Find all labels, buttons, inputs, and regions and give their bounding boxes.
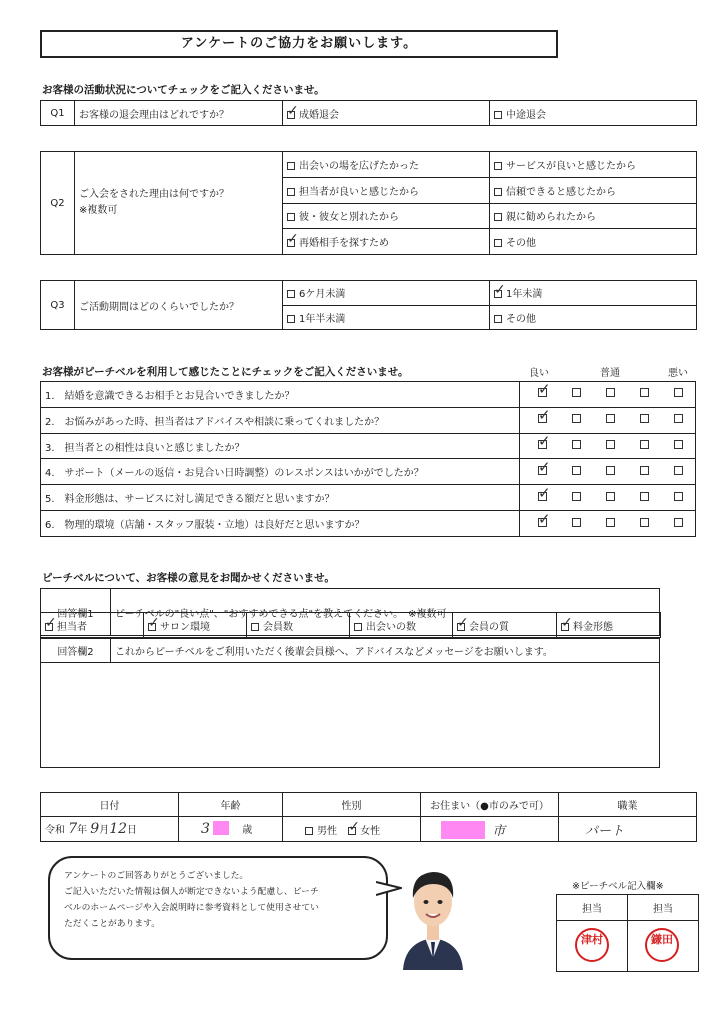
checkbox[interactable]: [287, 315, 295, 323]
section3-heading: ピーチベルについて、お客様の意見をお聞かせくださいませ。: [42, 572, 335, 584]
header-occupation: 職業: [559, 793, 697, 817]
hanko-stamp-2: 鎌田: [645, 928, 679, 962]
q2-option-2[interactable]: 担当者が良いと感じたから: [283, 177, 490, 203]
checkbox[interactable]: [148, 623, 156, 631]
rating-row-4[interactable]: [520, 485, 696, 511]
scale-label-good: 良い: [529, 368, 549, 379]
staff-col-label: 担当: [557, 895, 628, 921]
q2-question: ご入会をされた理由は何ですか？: [79, 189, 229, 200]
rating-option-2[interactable]: [572, 388, 581, 397]
q1-table: [40, 100, 697, 126]
checkbox[interactable]: [287, 239, 295, 247]
date-era: 令和: [45, 825, 65, 836]
rating-item-text: 4. サポート（メールの返信・お見合い日時調整）のレスポンスはいかがでしたか？: [41, 459, 520, 485]
rating-option-5[interactable]: [674, 414, 683, 423]
answer1-option-1[interactable]: ✓ サロン環境: [144, 613, 247, 638]
scale-label-bad: 悪い: [668, 368, 688, 379]
rating-item-text: 5. 料金形態は、サービスに対し満足できる額だと思いますか？: [41, 485, 520, 511]
rating-option-3[interactable]: [606, 518, 615, 527]
answer1-option-5[interactable]: ✓ 料金形態: [557, 613, 661, 638]
gender-male-checkbox[interactable]: [305, 827, 313, 835]
message-line: ご記入いただいた情報は個人が断定できないよう配慮し、ピーチ: [64, 887, 319, 897]
q1-question: お客様の退会理由はどれですか？: [75, 101, 283, 126]
rating-option-2[interactable]: [572, 440, 581, 449]
rating-row-5[interactable]: [520, 511, 696, 537]
rating-option-1[interactable]: [538, 440, 547, 449]
rating-option-3[interactable]: [606, 492, 615, 501]
checkbox[interactable]: [354, 623, 362, 631]
checkbox[interactable]: [494, 239, 502, 247]
staff-stamp-table: [556, 894, 699, 972]
day-unit: 日: [127, 825, 138, 836]
gender-female-checkbox[interactable]: [348, 827, 356, 835]
q2-table: [40, 151, 697, 255]
scale-label-neutral: 普通: [600, 368, 620, 379]
answer2-table: [40, 638, 660, 768]
checkbox[interactable]: [287, 290, 295, 298]
answer1-options-table: [40, 612, 661, 638]
date-month: 9: [90, 821, 100, 837]
checkbox[interactable]: [457, 623, 465, 631]
checkbox[interactable]: [287, 111, 295, 119]
rating-option-4[interactable]: [640, 440, 649, 449]
checkbox[interactable]: [494, 290, 502, 298]
age-redaction: [213, 821, 229, 835]
date-day: 12: [109, 821, 128, 837]
q2-option-4[interactable]: 彼・彼女と別れたから: [283, 203, 490, 229]
rating-option-2[interactable]: [572, 414, 581, 423]
checkbox[interactable]: [287, 162, 295, 170]
rating-table: [40, 381, 696, 537]
residence-cell[interactable]: [421, 817, 559, 842]
q3-option-0[interactable]: 6ケ月未満: [283, 281, 490, 306]
rating-option-4[interactable]: [640, 518, 649, 527]
age-unit: 歳: [242, 825, 253, 836]
occupation-value: パート: [585, 823, 625, 839]
thanks-message-bubble: [48, 856, 388, 960]
q2-option-6[interactable]: ✓再婚相手を探すため: [283, 229, 490, 255]
date-cell[interactable]: [41, 817, 179, 842]
q2-option-3[interactable]: 信頼できると感じたから: [490, 177, 697, 203]
rating-option-3[interactable]: [606, 466, 615, 475]
rating-item-text: 6. 物理的環境（店舗・スタッフ服装・立地）は良好だと思いますか？: [41, 511, 520, 537]
answer1-option-4[interactable]: ✓ 会員の質: [453, 613, 557, 638]
header-age: 年齢: [179, 793, 283, 817]
checkbox[interactable]: [494, 111, 502, 119]
header-residence: お住まい（●市のみで可）: [421, 793, 559, 817]
answer2-label: 回答欄2: [41, 639, 111, 663]
answer2-response-area[interactable]: [41, 663, 660, 768]
q3-question: ご活動期間はどのくらいでしたか？: [75, 281, 283, 330]
q1-id: Q1: [41, 101, 75, 126]
rating-option-2[interactable]: [572, 492, 581, 501]
checkbox[interactable]: [561, 623, 569, 631]
rating-row-3[interactable]: [520, 459, 696, 485]
rating-option-5[interactable]: [674, 492, 683, 501]
checkbox[interactable]: [494, 213, 502, 221]
rating-option-5[interactable]: [674, 466, 683, 475]
rating-item-text: 1. 結婚を意識できるお相手とお見合いできましたか？: [41, 382, 520, 408]
message-line: アンケートのご回答ありがとうございました。: [64, 871, 249, 881]
q3-option-2[interactable]: 1年半未満: [283, 305, 490, 330]
age-digit: 3: [201, 821, 210, 837]
hanko-stamp-1: 津村: [575, 928, 609, 962]
rating-row-1[interactable]: [520, 407, 696, 433]
page-title: アンケートのご協力をお願いします。: [40, 30, 558, 58]
rating-option-1[interactable]: [538, 414, 547, 423]
residence-redaction: [441, 821, 485, 839]
rating-option-5[interactable]: [674, 518, 683, 527]
header-date: 日付: [41, 793, 179, 817]
answer2-prompt: これからピーチベルをご利用いただく後輩会員様へ、アドバイスなどメッセージをお願いします。: [111, 639, 660, 663]
q2-question-cell: [75, 152, 283, 255]
age-cell[interactable]: [179, 817, 283, 842]
rating-option-2[interactable]: [572, 466, 581, 475]
rating-option-4[interactable]: [640, 492, 649, 501]
q2-option-1[interactable]: サービスが良いと感じたから: [490, 152, 697, 178]
message-line: ただくことがあります。: [64, 919, 161, 929]
q3-table: [40, 280, 697, 330]
q3-option-3[interactable]: その他: [490, 305, 697, 330]
q3-id: Q3: [41, 281, 75, 330]
q1-option-1[interactable]: 中途退会: [490, 101, 697, 126]
gender-cell[interactable]: [283, 817, 421, 842]
rating-option-2[interactable]: [572, 518, 581, 527]
q2-option-5[interactable]: 親に勧められたから: [490, 203, 697, 229]
message-line: ベルのホームページや入会説明時に参考資料として使用させてい: [64, 903, 319, 913]
section2-heading: お客様がピーチベルを利用して感じたことにチェックをご記入くださいませ。: [42, 366, 409, 378]
rating-row-0[interactable]: [520, 382, 696, 408]
gender-female-label: 女性: [360, 825, 381, 837]
header-gender: 性別: [283, 793, 421, 817]
rating-option-1[interactable]: [538, 466, 547, 475]
answer1-prompt: ピーチベルの"良い点"、"おすすめできる点"を教えてください。 ※複数可: [111, 589, 660, 636]
rating-option-3[interactable]: [606, 440, 615, 449]
q2-note: ※複数可: [79, 205, 118, 216]
date-year: 7: [68, 821, 78, 837]
rating-option-1[interactable]: [538, 518, 547, 527]
rating-option-5[interactable]: [674, 388, 683, 397]
q2-id: Q2: [41, 152, 75, 255]
rating-option-4[interactable]: [640, 414, 649, 423]
rating-option-1[interactable]: [538, 388, 547, 397]
rating-option-3[interactable]: [606, 388, 615, 397]
q2-option-7[interactable]: その他: [490, 229, 697, 255]
answer1-option-2[interactable]: 会員数: [247, 613, 350, 638]
rating-option-4[interactable]: [640, 388, 649, 397]
residence-suffix: 市: [492, 823, 506, 839]
year-unit: 年: [77, 825, 88, 836]
checkbox[interactable]: [287, 188, 295, 196]
q3-option-1[interactable]: ✓ 1年未満: [490, 281, 697, 306]
staff-col-label: 担当: [628, 895, 699, 921]
occupation-cell[interactable]: [559, 817, 697, 842]
checkbox[interactable]: [45, 623, 53, 631]
checkbox[interactable]: [494, 188, 502, 196]
rating-option-1[interactable]: [538, 492, 547, 501]
answer1-option-0[interactable]: ✓担当者: [41, 613, 144, 638]
answer1-label: 回答欄1: [41, 589, 111, 636]
gender-male-label: 男性: [317, 825, 337, 837]
rating-row-2[interactable]: [520, 433, 696, 459]
checkbox[interactable]: [251, 623, 259, 631]
rating-option-4[interactable]: [640, 466, 649, 475]
checkbox[interactable]: [287, 213, 295, 221]
rating-item-text: 3. 担当者との相性は良いと感じましたか？: [41, 433, 520, 459]
month-unit: 月: [99, 825, 110, 836]
section1-heading: お客様の活動状況についてチェックをご記入くださいませ。: [42, 84, 325, 96]
staff-section-heading: ※ピーチベル記入欄※: [572, 881, 664, 892]
profile-table: [40, 792, 697, 842]
rating-item-text: 2. お悩みがあった時、担当者はアドバイスや相談に乗ってくれましたか？: [41, 407, 520, 433]
answer1-option-3[interactable]: 出会いの数: [350, 613, 453, 638]
q2-option-0[interactable]: 出会いの場を広げたかった: [283, 152, 490, 178]
q1-option-0[interactable]: ✓ 成婚退会: [283, 101, 490, 126]
rating-option-3[interactable]: [606, 414, 615, 423]
checkbox[interactable]: [494, 315, 502, 323]
checkbox[interactable]: [494, 162, 502, 170]
rating-option-5[interactable]: [674, 440, 683, 449]
staff-illustration: [393, 858, 473, 970]
